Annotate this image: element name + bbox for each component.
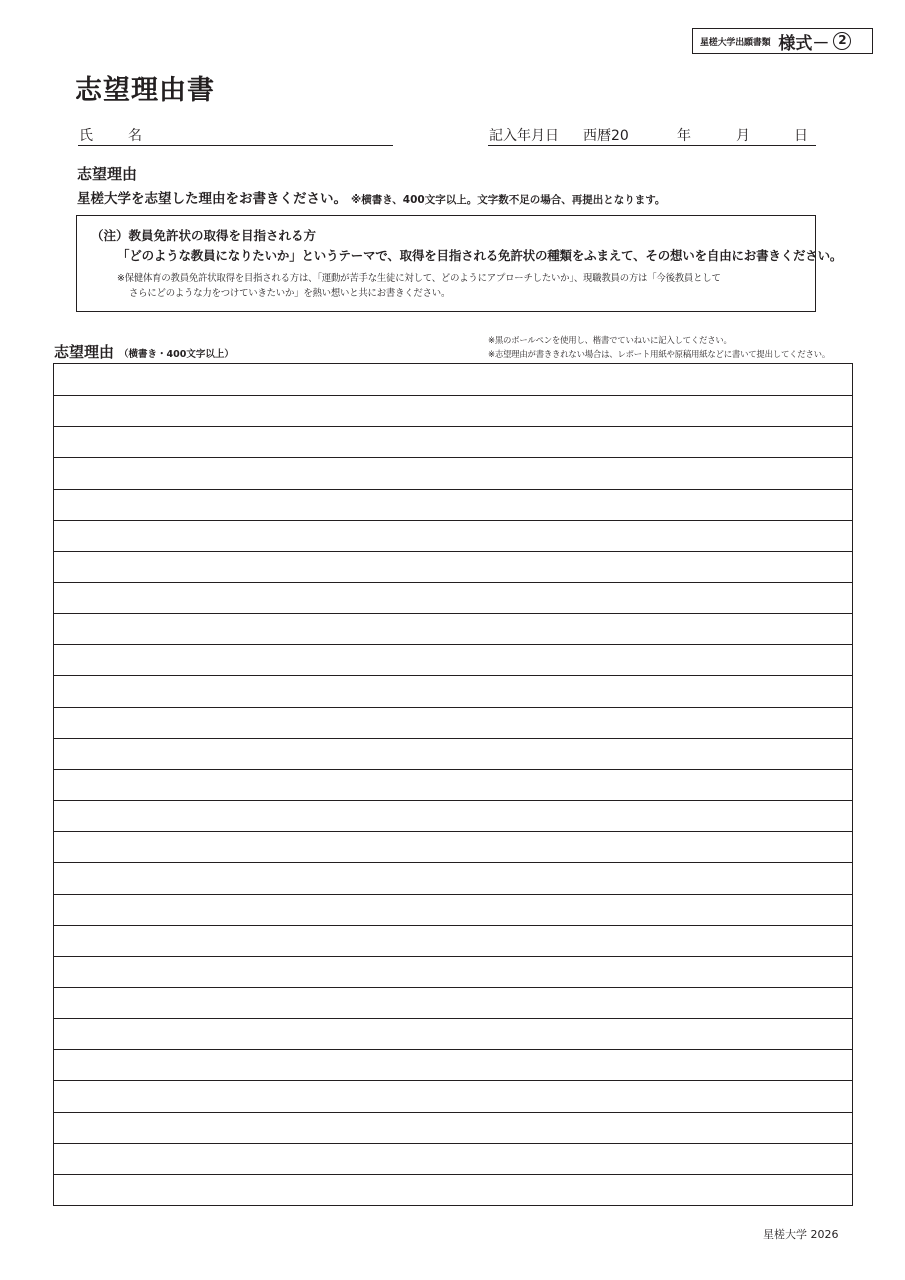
name-field[interactable] xyxy=(78,124,393,146)
teacher-license-note-box xyxy=(76,215,843,312)
writing-notes xyxy=(488,333,830,361)
ruled-line xyxy=(54,1049,852,1050)
note-title: （注）教員免許状の取得を目指される方 xyxy=(91,228,317,243)
ruled-line xyxy=(54,769,852,770)
ruled-line xyxy=(54,707,852,708)
name-label-a: 氏 xyxy=(79,128,93,144)
ruled-line xyxy=(54,520,852,521)
ruled-line xyxy=(54,675,852,676)
form-org-label: 星槎大学出願書類 xyxy=(700,37,771,48)
section-heading: 志望理由 xyxy=(77,165,138,183)
ruled-line xyxy=(54,894,852,895)
note-line-1: ※保健体育の教員免許状取得を目指される方は、「運動が苦手な生徒に対して、どのようにアプローチしたいか」、現職教員の方は「今後教員として xyxy=(117,273,721,284)
ruled-line xyxy=(54,831,852,832)
writing-note-2: ※志望理由が書ききれない場合は、レポート用紙や原稿用紙などに書いて提出してください。 xyxy=(488,349,830,359)
note-line-2: さらにどのような力をつけていきたいか」を熱い想いと共にお書きください。 xyxy=(129,288,451,299)
ruled-line xyxy=(54,551,852,552)
name-label-b: 名 xyxy=(128,128,142,144)
ruled-line xyxy=(54,395,852,396)
date-month-label: 月 xyxy=(736,128,750,144)
form-id-box xyxy=(692,28,873,54)
ruled-line xyxy=(54,644,852,645)
ruled-line xyxy=(54,956,852,957)
instruction xyxy=(77,187,665,207)
ruled-line xyxy=(54,457,852,458)
instruction-main: 星槎大学を志望した理由をお書きください。 xyxy=(77,191,347,207)
ruled-line xyxy=(54,613,852,614)
ruled-line xyxy=(54,925,852,926)
ruled-line xyxy=(54,738,852,739)
ruled-line xyxy=(54,862,852,863)
date-field[interactable] xyxy=(488,124,816,146)
ruled-line xyxy=(54,426,852,427)
form-style-label: 様式－ xyxy=(778,33,830,54)
ruled-line xyxy=(54,489,852,490)
form-number-badge: 2 xyxy=(833,32,851,50)
writing-area[interactable] xyxy=(53,363,853,1206)
document-title: 志望理由書 xyxy=(75,75,215,106)
ruled-line xyxy=(54,987,852,988)
date-label: 記入年月日 xyxy=(489,128,559,144)
note-theme: 「どのような教員になりたいか」というテーマで、取得を目指される免許状の種類をふまえて、その想いを自由にお書きください。 xyxy=(117,248,843,263)
ruled-line xyxy=(54,1143,852,1144)
writing-area-heading xyxy=(54,341,234,362)
instruction-note: ※横書き、400文字以上。文字数不足の場合、再提出となります。 xyxy=(351,194,666,206)
date-day-label: 日 xyxy=(794,128,808,144)
ruled-line xyxy=(54,800,852,801)
ruled-line xyxy=(54,582,852,583)
ruled-line xyxy=(54,1080,852,1081)
ruled-line xyxy=(54,1112,852,1113)
ruled-line xyxy=(54,1174,852,1175)
footer-text: 星槎大学 2026 xyxy=(763,1228,839,1241)
date-era-prefix: 西暦20 xyxy=(583,128,629,144)
ruled-line xyxy=(54,1018,852,1019)
date-year-label: 年 xyxy=(677,128,691,144)
writing-heading-main: 志望理由 xyxy=(54,343,115,361)
writing-heading-note: （横書き・400文字以上） xyxy=(119,349,234,360)
writing-note-1: ※黒のボールペンを使用し、楷書でていねいに記入してください。 xyxy=(488,335,732,345)
